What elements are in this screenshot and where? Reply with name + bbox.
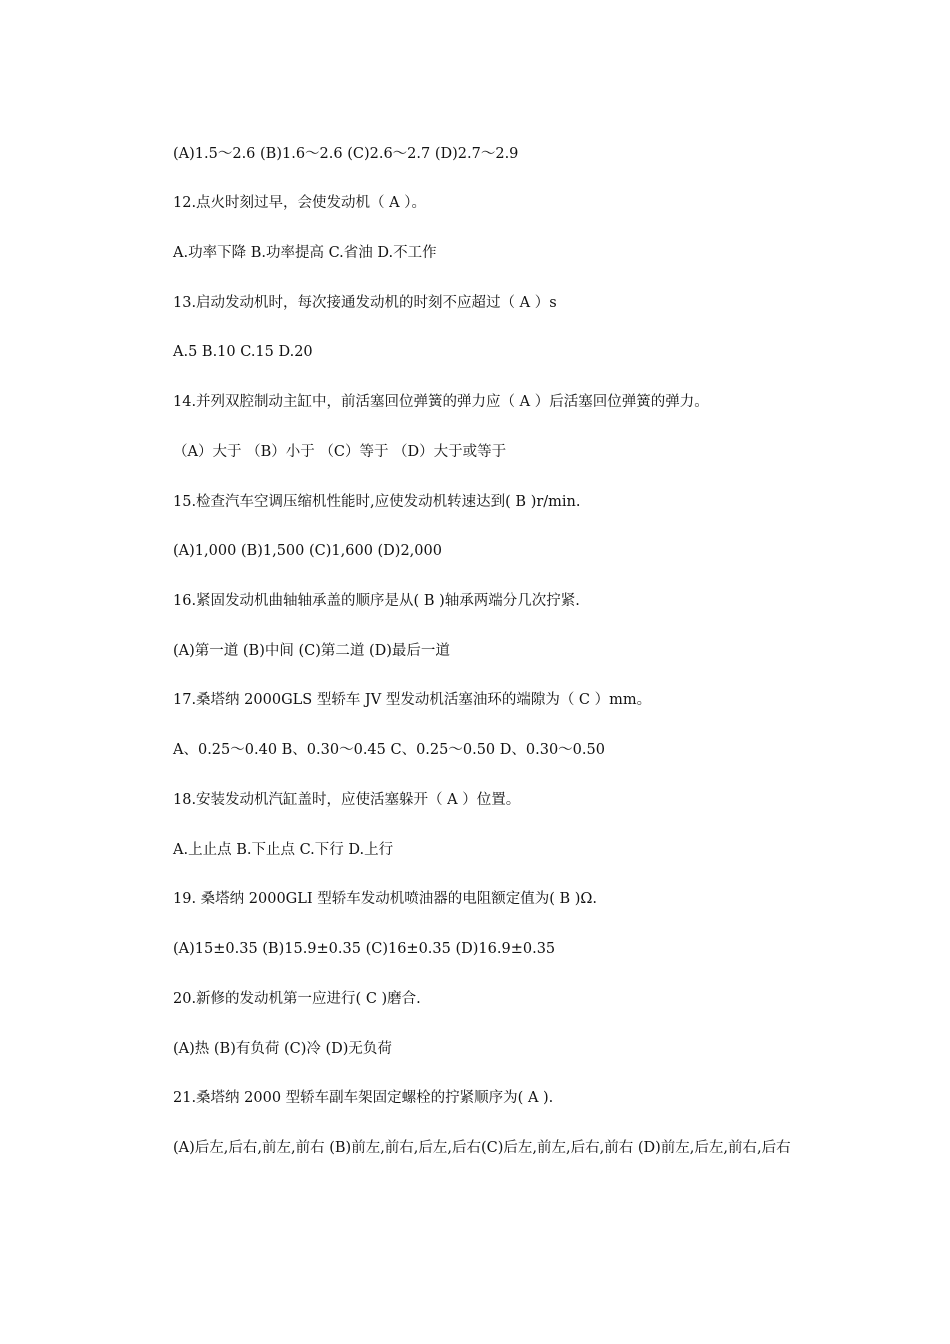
q11-options: (A)1.5～2.6 (B)1.6～2.6 (C)2.6～2.7 (D)2.7～2.9 [173, 146, 519, 162]
q18-options: A.上止点 B.下止点 C.下行 D.上行 [173, 842, 394, 858]
q13-question: 13.启动发动机时，每次接通发动机的时刻不应超过（ A ）s [173, 295, 557, 311]
q16-options: (A)第一道 (B)中间 (C)第二道 (D)最后一道 [173, 643, 450, 659]
q17-question: 17.桑塔纳 2000GLS 型轿车 JV 型发动机活塞油环的端隙为（ C ）mm。 [173, 692, 652, 708]
q12-options: A.功率下降 B.功率提高 C.省油 D.不工作 [173, 245, 437, 261]
q17-options: A、0.25～0.40 B、0.30～0.45 C、0.25～0.50 D、0.30～0.50 [173, 742, 605, 758]
q16-question: 16.紧固发动机曲轴轴承盖的顺序是从( B )轴承两端分几次拧紧. [173, 593, 580, 609]
q20-question: 20.新修的发动机第一应进行( C )磨合. [173, 991, 421, 1007]
q19-question: 19. 桑塔纳 2000GLI 型轿车发动机喷油器的电阻额定值为( B )Ω. [173, 891, 598, 907]
q20-options: (A)热 (B)有负荷 (C)冷 (D)无负荷 [173, 1041, 392, 1057]
q19-options: (A)15±0.35 (B)15.9±0.35 (C)16±0.35 (D)16.9±0.35 [173, 941, 556, 957]
q12-question: 12.点火时刻过早，会使发动机（ A ）。 [173, 195, 426, 211]
q18-question: 18.安装发动机汽缸盖时，应使活塞躲开（ A ）位置。 [173, 792, 521, 808]
q21-question: 21.桑塔纳 2000 型轿车副车架固定螺栓的拧紧顺序为( A ). [173, 1090, 554, 1106]
q14-question: 14.并列双腔制动主缸中，前活塞回位弹簧的弹力应（ A ）后活塞回位弹簧的弹力。 [173, 394, 709, 410]
q15-options: (A)1,000 (B)1,500 (C)1,600 (D)2,000 [173, 543, 442, 559]
q21-options: (A)后左,后右,前左,前右 (B)前左,前右,后左,后右(C)后左,前左,后右,前右 (D)前左,后左,前右,后右 [173, 1140, 791, 1156]
q14-options: （A）大于 （B）小于 （C）等于 （D）大于或等于 [173, 444, 507, 460]
q15-question: 15.检查汽车空调压缩机性能时,应使发动机转速达到( B )r/min. [173, 494, 581, 510]
q13-options: A.5 B.10 C.15 D.20 [173, 344, 313, 360]
